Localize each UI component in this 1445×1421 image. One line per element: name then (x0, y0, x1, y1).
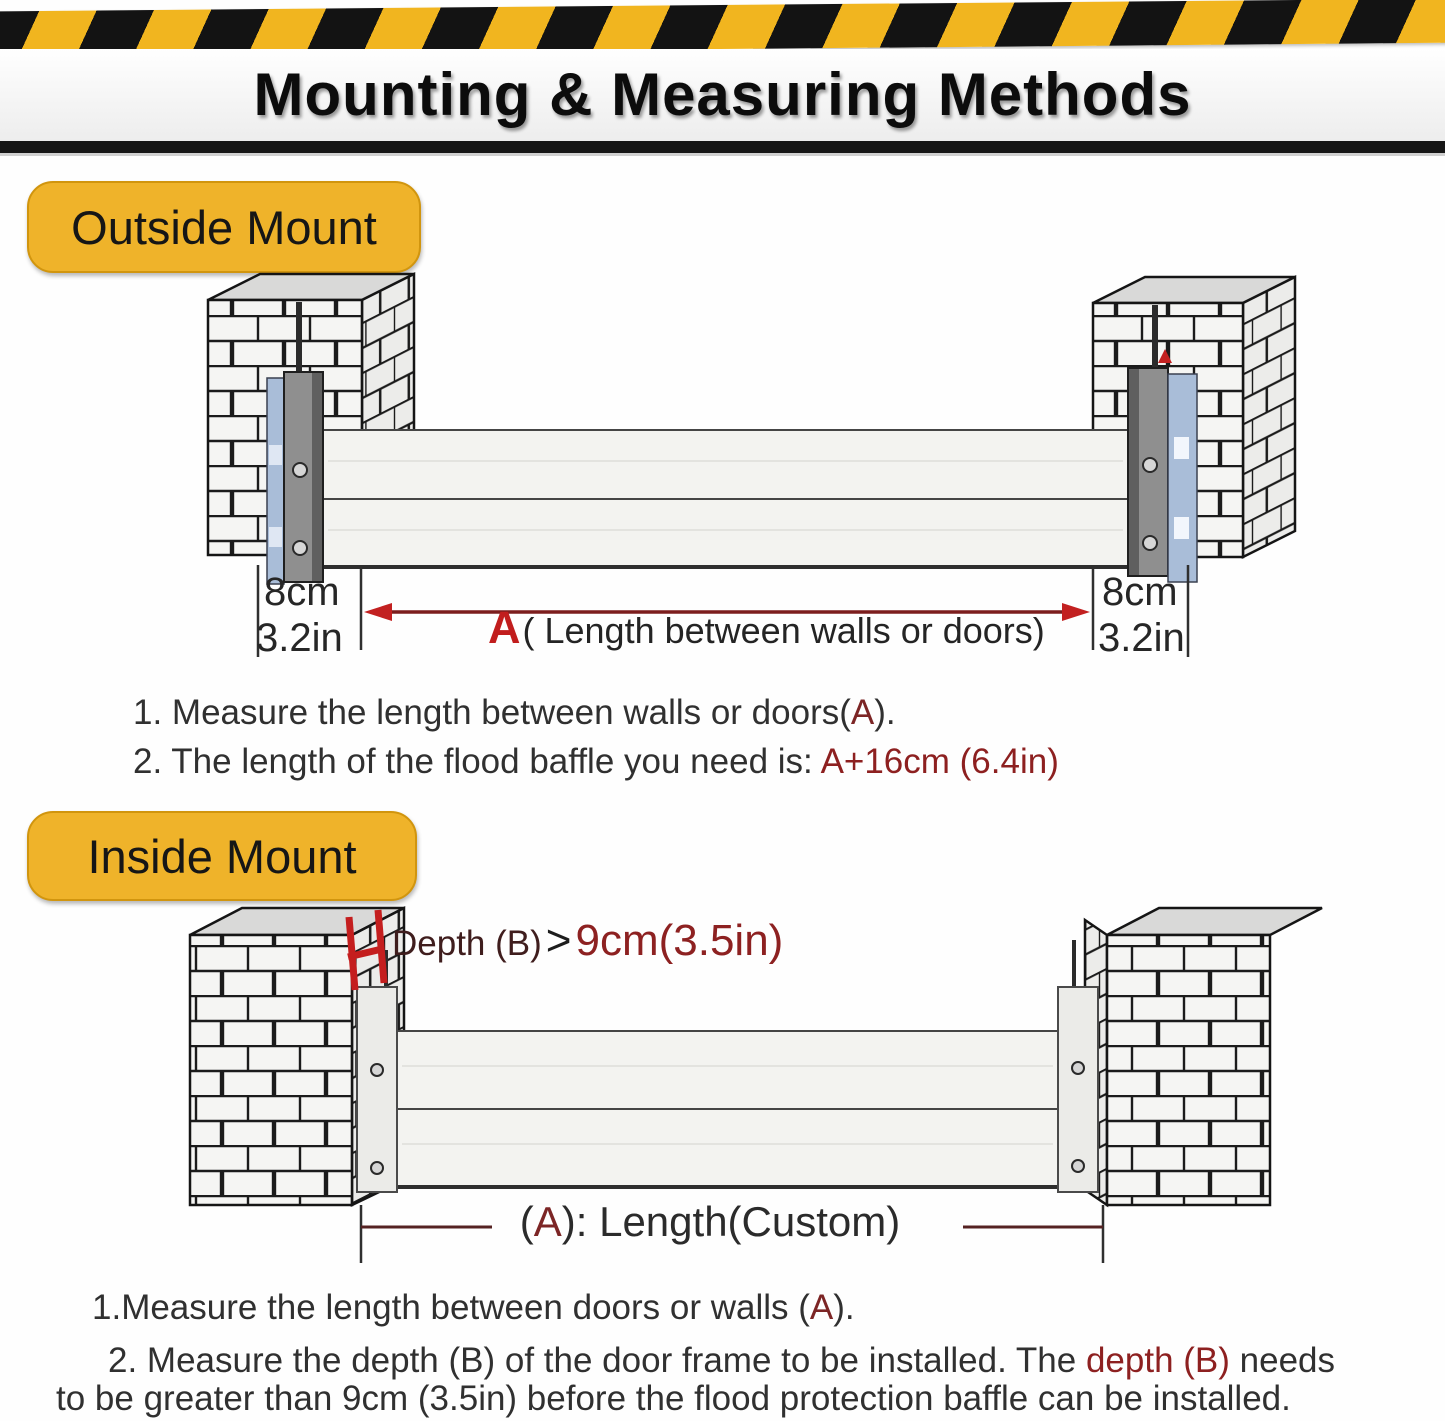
depth-name: Depth (B) (392, 924, 542, 963)
custom-length-label (440, 1198, 980, 1246)
inside-instr2-end: needs (1229, 1341, 1336, 1380)
inside-instr2-text: 2. Measure the depth (B) of the door frame to be installed. The (108, 1341, 1086, 1380)
inside-instr1-end: ). (833, 1288, 855, 1327)
right-offset-cm-label: 8cm (1102, 570, 1178, 614)
depth-value: 9cm(3.5in) (575, 916, 784, 965)
left-offset-cm-label: 8cm (264, 570, 340, 614)
greater-than-symbol: > (545, 916, 572, 965)
inside-instruction-2-line2: to be greater than 9cm (3.5in) before the flood protection baffle can be installed. (56, 1379, 1291, 1418)
length-between-walls-label (488, 602, 1045, 654)
inside-left-channel (357, 950, 397, 1192)
length-a-symbol: A (488, 602, 521, 653)
outside-mount-badge-label: Outside Mount (71, 200, 377, 254)
outside-instr1-text: 1. Measure the length between walls or doors( (133, 693, 851, 732)
page-title: Mounting & Measuring Methods (253, 61, 1192, 128)
inside-flood-barrier-panels (397, 1031, 1058, 1189)
flood-barrier-panels (323, 430, 1128, 569)
inside-instr2-depth-highlight: depth (B) (1085, 1341, 1230, 1380)
length-a-text: ( Length between walls or doors) (522, 610, 1045, 651)
inside-mount-badge (27, 811, 417, 901)
outside-instruction-1 (133, 693, 896, 733)
title-underline-bar (0, 141, 1445, 156)
left-offset-in-label: 3.2in (256, 616, 343, 660)
right-offset-in-label: 3.2in (1098, 616, 1185, 660)
outside-instr1-a: A (850, 693, 875, 732)
len-text: ): Length(Custom) (561, 1198, 901, 1245)
inside-instruction-2-line1 (108, 1341, 1335, 1381)
outside-mount-badge (27, 181, 421, 273)
depth-requirement-label (392, 916, 783, 966)
inside-instr1-a: A (809, 1288, 834, 1327)
inside-right-pillar (1085, 908, 1322, 1205)
outside-instr2-text: 2. The length of the flood baffle you need is: (133, 742, 821, 781)
outside-instruction-2 (133, 742, 1059, 782)
inside-instruction-1 (92, 1288, 855, 1328)
outside-instr2-formula: A+16cm (6.4in) (820, 742, 1059, 781)
hazard-stripe-banner (0, 0, 1445, 55)
len-a-symbol: A (533, 1198, 562, 1245)
inside-instr1-text: 1.Measure the length between doors or walls ( (92, 1288, 810, 1327)
inside-mount-badge-label: Inside Mount (87, 829, 357, 883)
len-open: ( (519, 1198, 534, 1245)
outside-instr1-end: ). (874, 693, 896, 732)
